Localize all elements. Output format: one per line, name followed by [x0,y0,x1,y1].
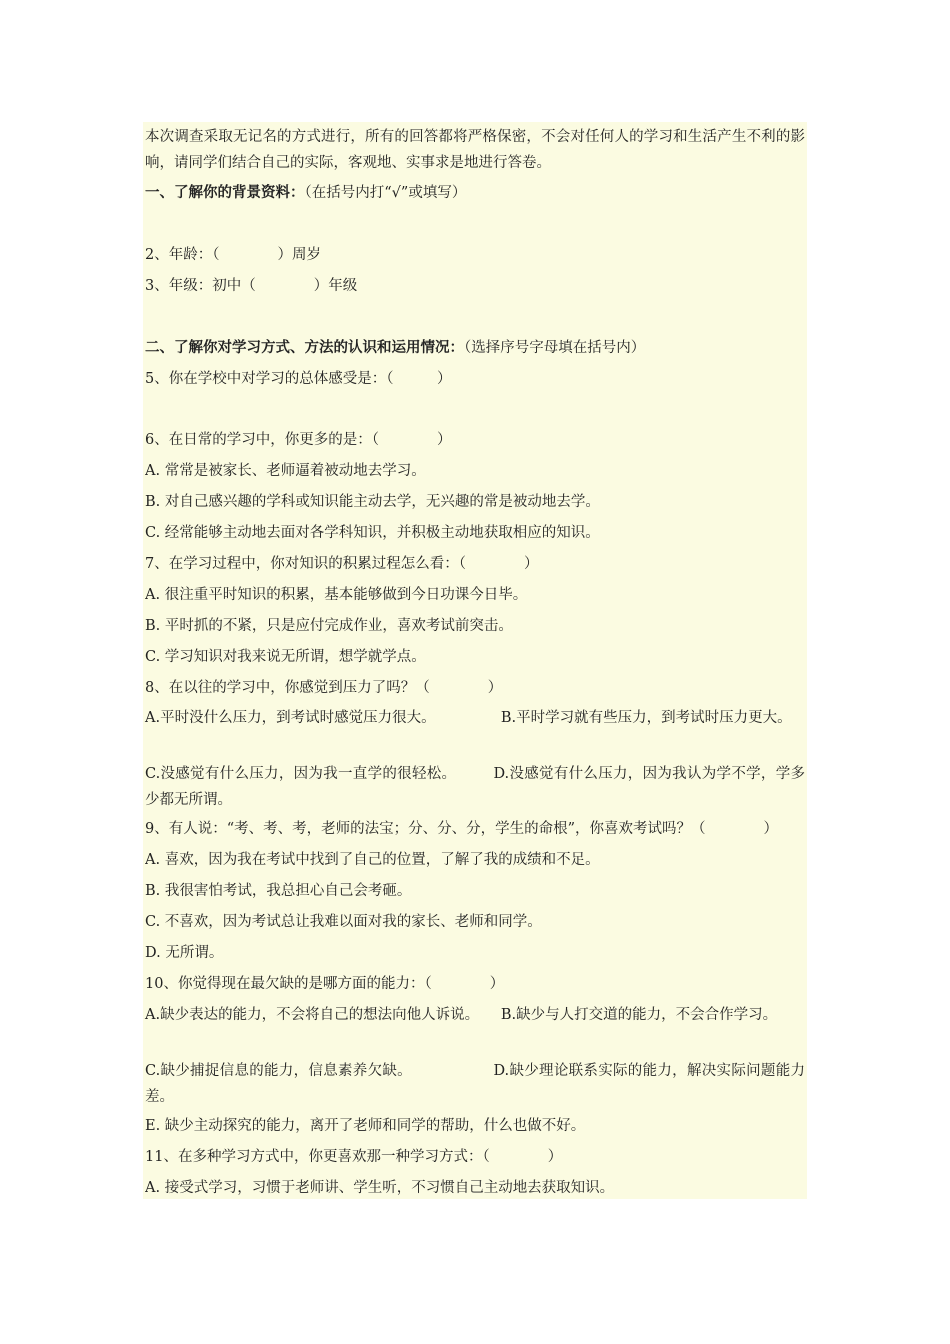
section-1-heading [145,181,805,205]
question-10-option-e: E. 缺少主动探究的能力，离开了老师和同学的帮助，什么也做不好。 [145,1118,586,1134]
question-9-option-a: A. 喜欢，因为我在考试中找到了自己的位置，了解了我的成绩和不足。 [145,852,600,868]
question-9-option-b: B. 我很害怕考试，我总担心自己会考砸。 [145,883,412,899]
section-1-title: 一、了解你的背景资料： [145,184,305,201]
section-2-title: 二、了解你对学习方式、方法的认识和运用情况： [145,339,464,356]
question-9-option-c: C. 不喜欢，因为考试总让我难以面对我的家长、老师和同学。 [145,914,542,930]
question-2: 2、年龄：（ ）周岁 [145,247,321,263]
section-2-heading [145,336,805,360]
question-7-option-c: C. 学习知识对我来说无所谓，想学就学点。 [145,649,426,665]
section-1-hint: （在括号内打“√”或填写） [304,185,467,201]
question-5-stem: 5、你在学校中对学习的总体感受是：（ ） [145,371,452,387]
question-8-options-ab: A.平时没什么压力，到考试时感觉压力很大。 B.平时学习就有些压力，到考试时压力更大。 [145,710,792,726]
question-6-option-b: B. 对自己感兴趣的学科或知识能主动去学，无兴趣的常是被动地去学。 [145,494,600,510]
question-11-option-a: A. 接受式学习，习惯于老师讲、学生听，不习惯自己主动地去获取知识。 [145,1180,615,1196]
question-8-options-cd: C.没感觉有什么压力，因为我一直学的很轻松。 D.没感觉有什么压力，因为我认为学不学，学多少都无所谓。 [145,766,805,808]
question-7-option-a: A. 很注重平时知识的积累，基本能够做到今日功课今日毕。 [145,587,528,603]
question-8-stem: 8、在以往的学习中，你感觉到压力了吗？（ ） [145,680,503,696]
question-6-option-a: A. 常常是被家长、老师逼着被动地去学习。 [145,463,426,479]
question-10-options-cd: C.缺少捕捉信息的能力，信息素养欠缺。 D.缺少理论联系实际的能力，解决实际问题能力差。 [145,1063,805,1105]
question-11-stem: 11、在多种学习方式中，你更喜欢那一种学习方式：（ ） [145,1149,563,1165]
section-2-hint: （选择序号字母填在括号内） [464,340,646,356]
question-6-stem: 6、在日常的学习中，你更多的是：（ ） [145,432,452,448]
question-7-stem: 7、在学习过程中，你对知识的积累过程怎么看：（ ） [145,556,539,572]
question-9-stem: 9、有人说：“考、考、考，老师的法宝；分、分、分，学生的命根”，你喜欢考试吗？（ ） [145,821,779,837]
question-10-options-ab: A.缺少表达的能力，不会将自己的想法向他人诉说。 B.缺少与人打交道的能力，不会合作学习。 [145,1007,778,1023]
question-6-option-c: C. 经常能够主动地去面对各学科知识，并积极主动地获取相应的知识。 [145,525,600,541]
question-10-stem: 10、你觉得现在最欠缺的是哪方面的能力：（ ） [145,976,505,992]
question-7-option-b: B. 平时抓的不紧，只是应付完成作业，喜欢考试前突击。 [145,618,513,634]
survey-intro: 本次调查采取无记名的方式进行，所有的回答都将严格保密，不会对任何人的学习和生活产生不利的影响，请同学们结合自己的实际，客观地、实事求是地进行答卷。 [145,129,805,171]
question-9-option-d: D. 无所谓。 [145,945,224,961]
question-3: 3、年级：初中（ ）年级 [145,278,358,294]
